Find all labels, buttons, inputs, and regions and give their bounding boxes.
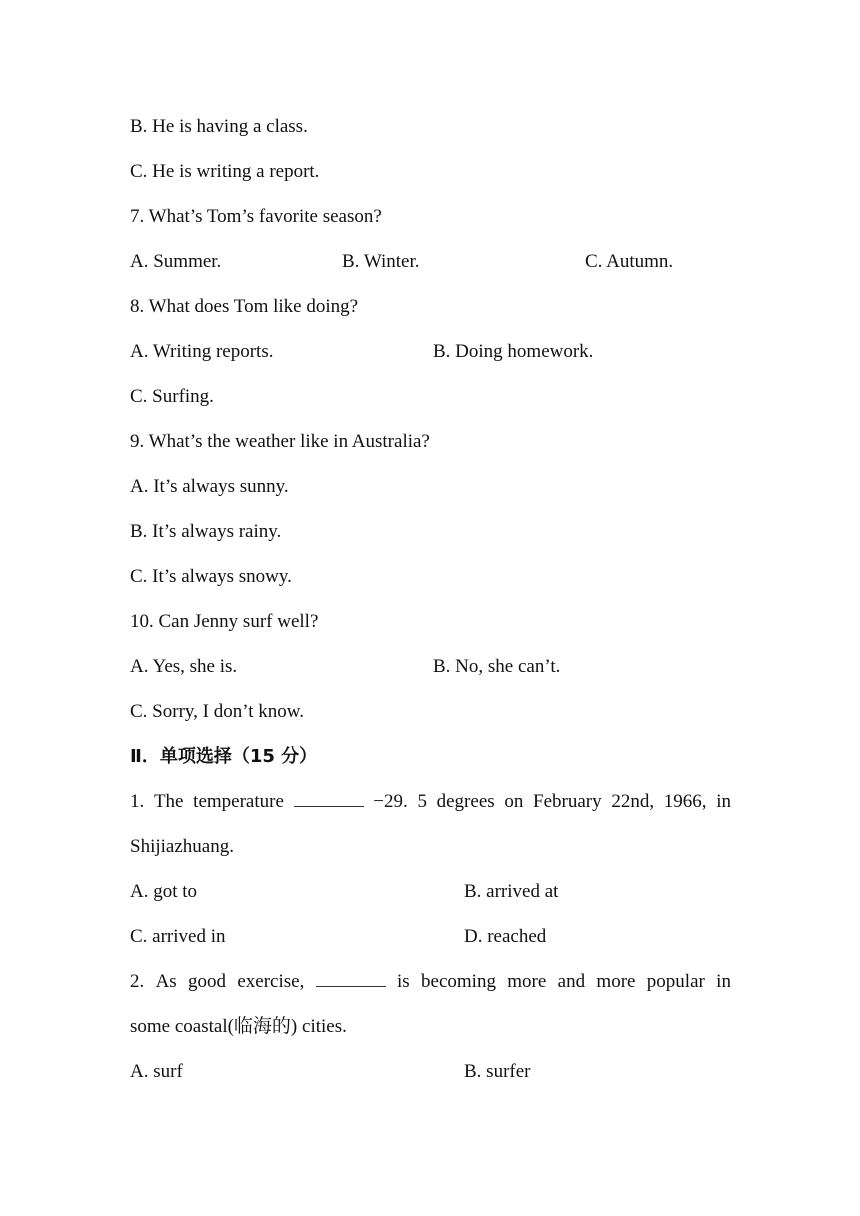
answer-blank — [294, 790, 364, 807]
word: 22nd, — [611, 791, 655, 812]
q6-option-c: C. He is writing a report. — [130, 161, 320, 182]
s2q2-continuation: some coastal(临海的) cities. — [130, 1016, 347, 1037]
s2q2-option-a: A. surf — [130, 1061, 183, 1082]
q9-question: 9. What’s the weather like in Australia? — [130, 431, 430, 452]
section-heading: Ⅱ．单项选择（15 分） — [130, 746, 318, 767]
q7-option-b: B. Winter. — [342, 251, 420, 272]
word: popular — [646, 971, 705, 992]
word: As — [155, 971, 177, 992]
q7-option-c: C. Autumn. — [585, 251, 674, 272]
s2q1-option-a: A. got to — [130, 881, 198, 902]
q10-option-a: A. Yes, she is. — [130, 656, 238, 677]
q8-option-c: C. Surfing. — [130, 386, 214, 407]
word: good — [188, 971, 227, 992]
word: more — [596, 971, 636, 992]
s2q1-option-d: D. reached — [464, 926, 547, 947]
q8-option-b: B. Doing homework. — [433, 341, 594, 362]
s2q1-option-c: C. arrived in — [130, 926, 226, 947]
word: 5 — [417, 791, 427, 812]
q10-option-c: C. Sorry, I don’t know. — [130, 701, 304, 722]
q9-option-a: A. It’s always sunny. — [130, 476, 289, 497]
q9-option-c: C. It’s always snowy. — [130, 566, 292, 587]
word: more — [507, 971, 547, 992]
word: degrees — [436, 791, 495, 812]
word: exercise, — [237, 971, 305, 992]
word: in — [716, 791, 731, 812]
word: February — [533, 791, 602, 812]
q7-question: 7. What’s Tom’s favorite season? — [130, 206, 382, 227]
word: and — [557, 971, 586, 992]
q10-option-b: B. No, she can’t. — [433, 656, 561, 677]
word: becoming — [421, 971, 496, 992]
word: −29. — [373, 791, 408, 812]
word: 2. — [130, 971, 145, 992]
word: 1966, — [663, 791, 707, 812]
s2q2-option-b: B. surfer — [464, 1061, 531, 1082]
q8-option-a: A. Writing reports. — [130, 341, 274, 362]
word: temperature — [193, 791, 284, 812]
word: 1. — [130, 791, 145, 812]
s2q1-option-b: B. arrived at — [464, 881, 559, 902]
q9-option-b: B. It’s always rainy. — [130, 521, 282, 542]
q8-question: 8. What does Tom like doing? — [130, 296, 359, 317]
q10-question: 10. Can Jenny surf well? — [130, 611, 319, 632]
answer-blank — [316, 970, 386, 987]
s2q2-question-line — [130, 970, 731, 994]
q7-option-a: A. Summer. — [130, 251, 222, 272]
q6-option-b: B. He is having a class. — [130, 116, 308, 137]
word: The — [153, 791, 184, 812]
word: on — [504, 791, 524, 812]
word: in — [716, 971, 731, 992]
s2q1-question-line — [130, 790, 731, 814]
s2q1-continuation: Shijiazhuang. — [130, 836, 234, 857]
word: is — [397, 971, 410, 992]
